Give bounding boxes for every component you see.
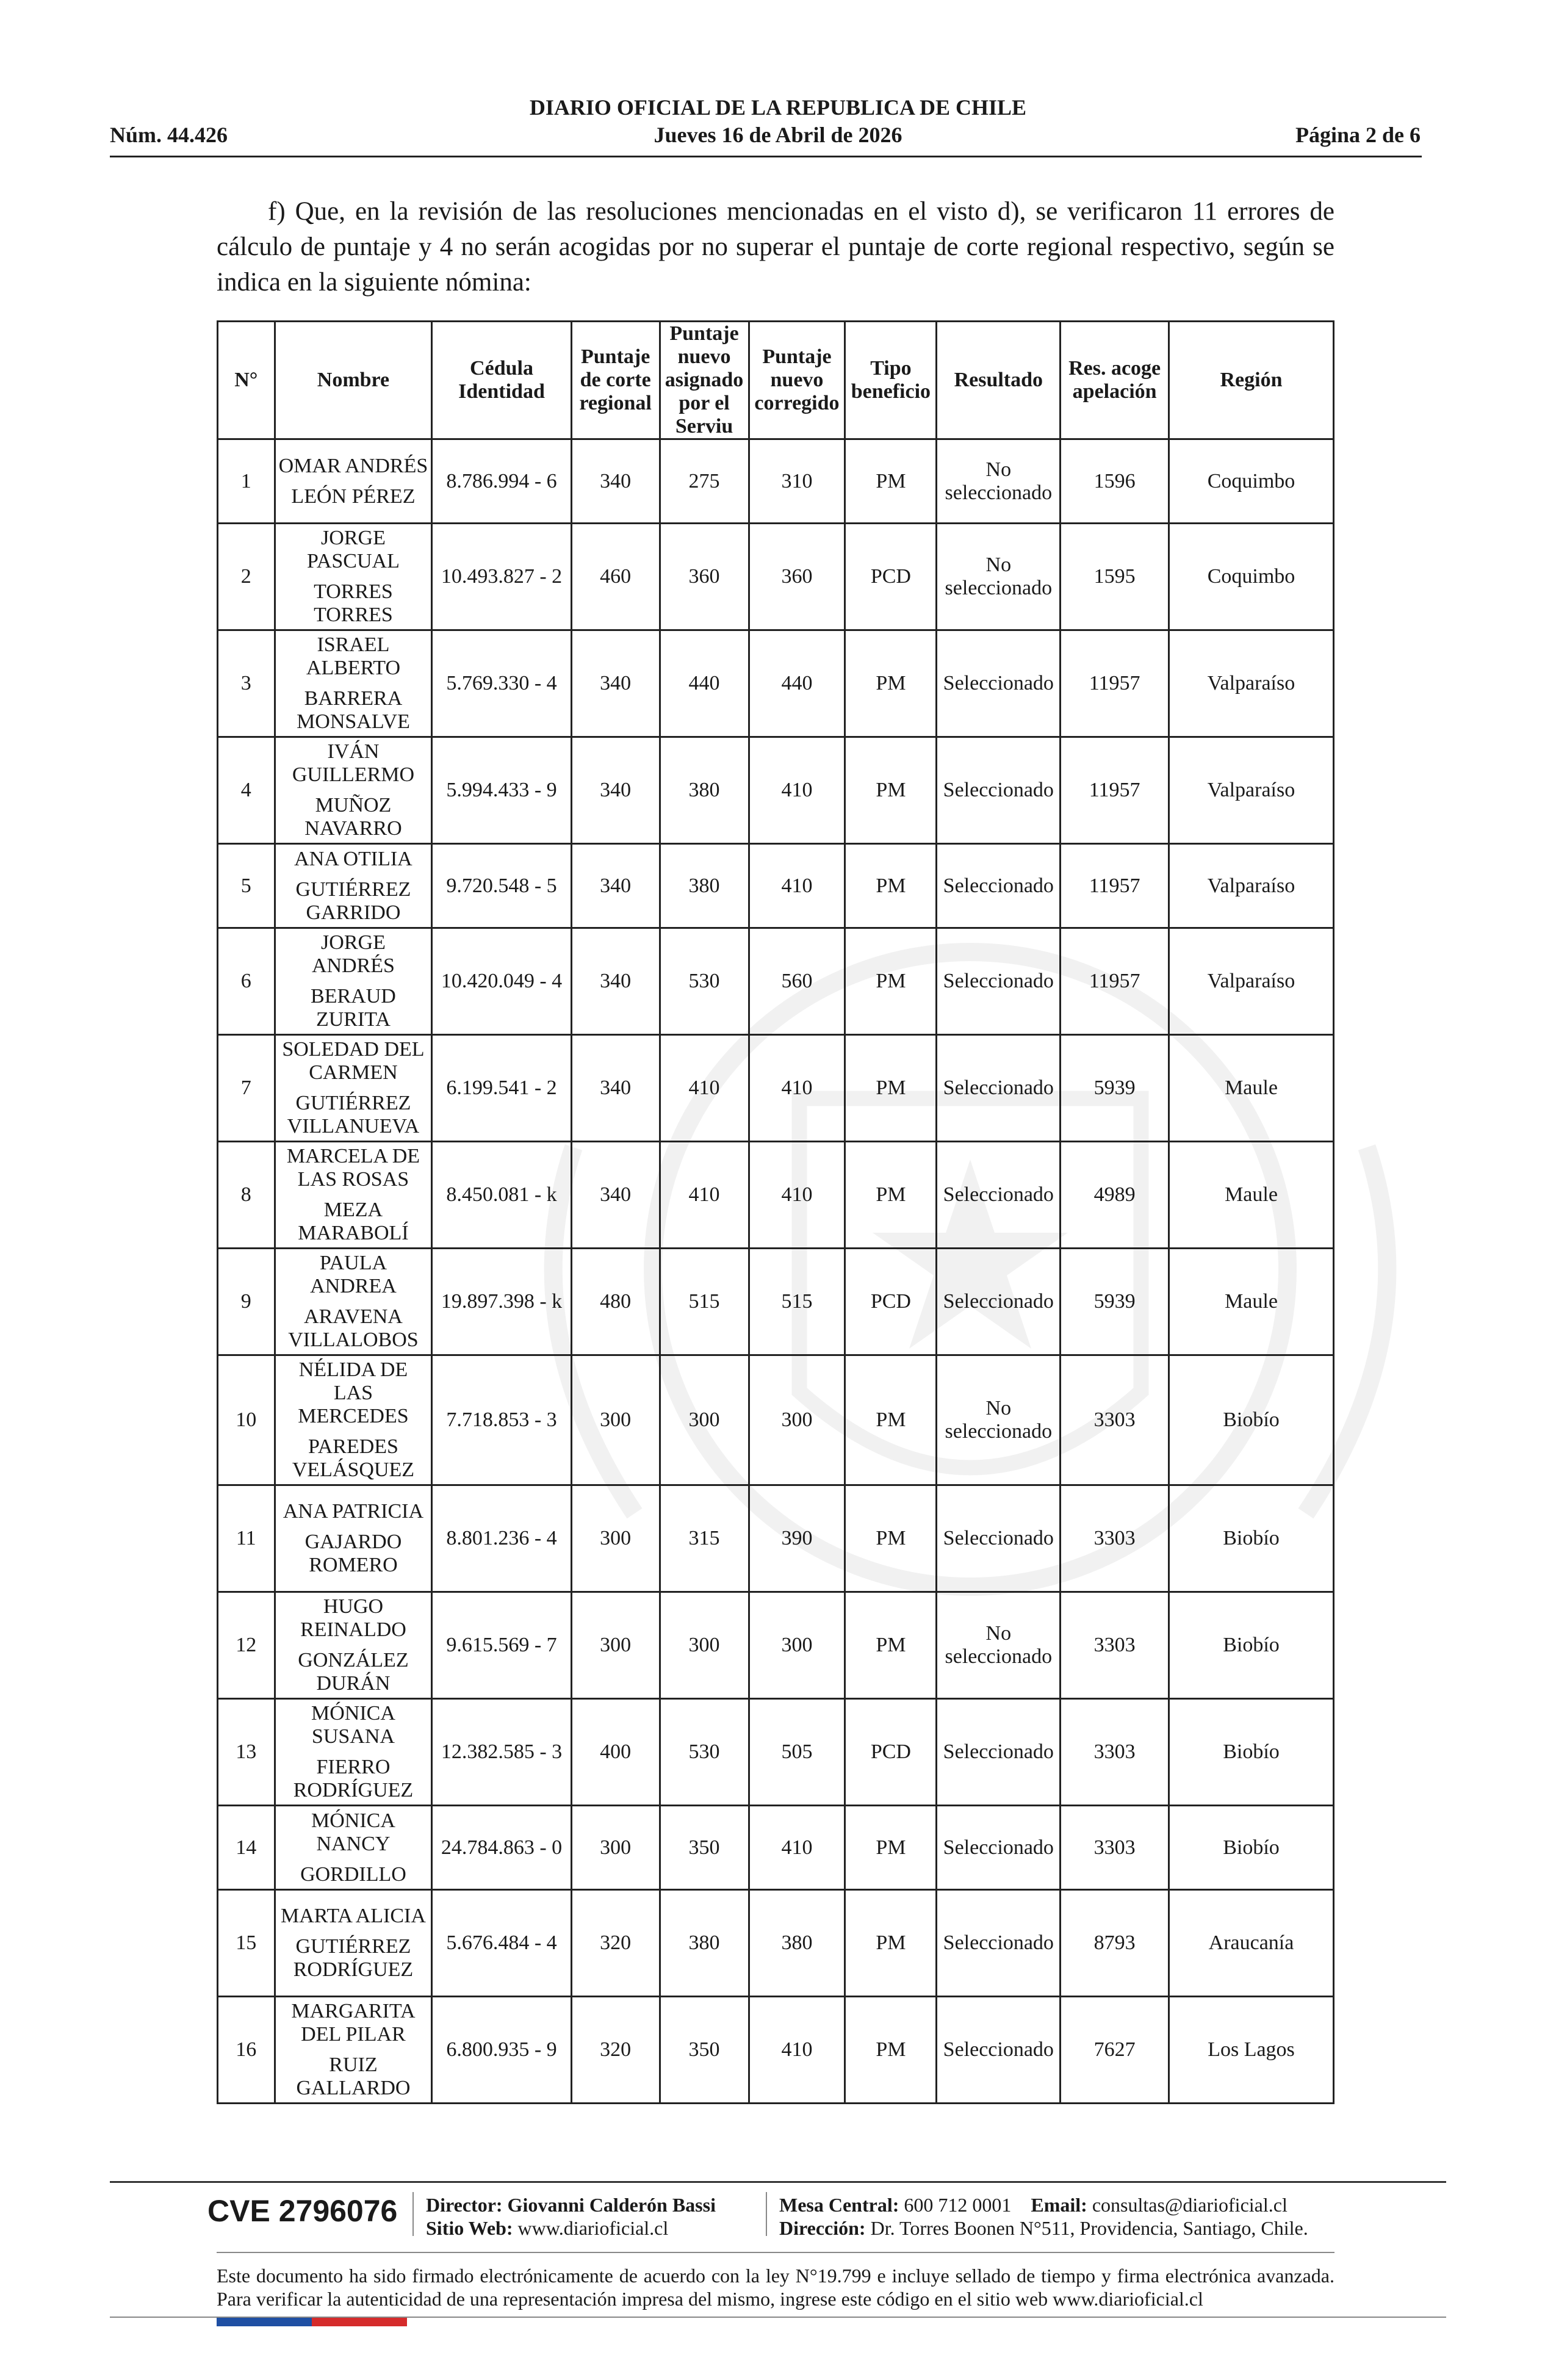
header-n: N° [218,322,275,439]
cell-nombre-given: IVÁN GUILLERMO [292,740,415,786]
cell-cedula: 8.801.236 - 4 [432,1485,571,1592]
legal-notice: Este documento ha sido firmado electrónicamente de acuerdo con la ley N°19.799 e incluye sellado de tiempo y firma electrónica avanzada. Para verificar la autenticidad de una representación impresa del mismo, ingrese este código en el sitio web www.diarioficial.cl [217,2265,1334,2310]
footer-divider-mid [217,2252,1334,2253]
cell-tipo: PM [845,1997,937,2104]
cell-asignado: 530 [660,928,749,1035]
cell-cedula: 8.786.994 - 6 [432,439,571,524]
cell-nombre-surname: FIERRO RODRÍGUEZ [293,1756,414,1801]
cell-corte: 400 [571,1699,660,1806]
cell-region: Araucanía [1169,1890,1333,1997]
cell-corregido: 410 [749,844,845,928]
cell-cedula: 7.718.853 - 3 [432,1355,571,1485]
cell-n: 14 [218,1806,275,1890]
cell-res: 3303 [1061,1699,1169,1806]
cell-corte: 340 [571,1142,660,1249]
cell-cedula: 6.199.541 - 2 [432,1035,571,1142]
cell-nombre-given: SOLEDAD DEL CARMEN [282,1038,425,1084]
cell-asignado: 315 [660,1485,749,1592]
cell-n: 16 [218,1997,275,2104]
table-row [218,439,1334,524]
mesa-phone: 600 712 0001 [904,2194,1012,2216]
cell-corregido: 300 [749,1355,845,1485]
cell-asignado: 350 [660,1806,749,1890]
cell-corregido: 310 [749,439,845,524]
table-body [218,439,1334,2104]
cell-n: 4 [218,737,275,844]
cell-cedula: 6.800.935 - 9 [432,1997,571,2104]
cell-region: Biobío [1169,1806,1333,1890]
cell-nombre-given: MARCELA DE LAS ROSAS [286,1145,420,1191]
cell-res: 11957 [1061,737,1169,844]
cell-asignado: 515 [660,1249,749,1355]
table-row [218,1592,1334,1699]
cell-corte: 340 [571,737,660,844]
newspaper-title: DIARIO OFICIAL DE LA REPUBLICA DE CHILE [529,95,1027,120]
cell-corregido: 390 [749,1485,845,1592]
cell-res: 11957 [1061,630,1169,737]
table-row [218,737,1334,844]
web-label: Sitio Web: [426,2217,513,2239]
cell-nombre-surname: BARRERA MONSALVE [297,687,410,733]
cell-region: Valparaíso [1169,928,1333,1035]
cell-n: 10 [218,1355,275,1485]
cell-tipo: PM [845,1035,937,1142]
cell-nombre-surname: TORRES TORRES [314,580,393,626]
email-link[interactable]: consultas@diarioficial.cl [1092,2194,1288,2216]
cell-region: Maule [1169,1249,1333,1355]
cell-asignado: 380 [660,1890,749,1997]
cell-n: 8 [218,1142,275,1249]
cell-corte: 340 [571,928,660,1035]
cell-n: 1 [218,439,275,524]
flag-blue-segment [217,2318,312,2326]
cell-corregido: 410 [749,1997,845,2104]
cell-resultado: Seleccionado [937,1699,1061,1806]
nomina-table [217,320,1334,2104]
cell-res: 3303 [1061,1806,1169,1890]
cell-region: Los Lagos [1169,1997,1333,2104]
cell-corte: 340 [571,844,660,928]
cell-nombre-surname: GONZÁLEZ DURÁN [298,1649,409,1695]
cell-n: 15 [218,1890,275,1997]
cell-resultado: Seleccionado [937,1890,1061,1997]
web-link[interactable]: www.diarioficial.cl [517,2217,669,2239]
cell-resultado: Seleccionado [937,1035,1061,1142]
cell-cedula: 8.450.081 - k [432,1142,571,1249]
table-row [218,1035,1334,1142]
cell-cedula: 9.615.569 - 7 [432,1592,571,1699]
cell-res: 7627 [1061,1997,1169,2104]
header-cedula: Cédula Identidad [432,322,571,439]
cell-asignado: 300 [660,1355,749,1485]
cell-corregido: 300 [749,1592,845,1699]
cell-region: Maule [1169,1142,1333,1249]
cell-region: Biobío [1169,1592,1333,1699]
cell-nombre-given: MÓNICA SUSANA [311,1702,395,1748]
header-res: Res. acoge apelación [1061,322,1169,439]
cell-asignado: 300 [660,1592,749,1699]
cell-nombre-given: ISRAEL ALBERTO [306,633,401,679]
flag-stripe [217,2318,407,2326]
mesa-label: Mesa Central: [779,2194,899,2216]
cell-asignado: 380 [660,844,749,928]
cell-tipo: PM [845,928,937,1035]
cell-resultado: Seleccionado [937,844,1061,928]
table-row [218,630,1334,737]
cell-asignado: 410 [660,1035,749,1142]
cell-nombre [275,1592,432,1699]
table-row [218,928,1334,1035]
cell-resultado: Seleccionado [937,1806,1061,1890]
cve-code: CVE 2796076 [207,2194,398,2228]
header-nombre: Nombre [275,322,432,439]
cell-n: 13 [218,1699,275,1806]
cell-nombre [275,1035,432,1142]
cell-nombre-given: JORGE ANDRÉS [311,931,395,977]
cell-corte: 320 [571,1997,660,2104]
cell-res: 3303 [1061,1355,1169,1485]
cell-nombre [275,630,432,737]
cell-nombre [275,1997,432,2104]
cell-tipo: PM [845,737,937,844]
cell-nombre [275,737,432,844]
cell-cedula: 5.769.330 - 4 [432,630,571,737]
cell-tipo: PM [845,439,937,524]
cell-n: 12 [218,1592,275,1699]
cell-cedula: 19.897.398 - k [432,1249,571,1355]
cell-resultado: Seleccionado [937,737,1061,844]
cell-n: 3 [218,630,275,737]
cell-nombre [275,1806,432,1890]
cell-cedula: 10.493.827 - 2 [432,524,571,630]
cell-asignado: 360 [660,524,749,630]
header-region: Región [1169,322,1333,439]
cell-asignado: 530 [660,1699,749,1806]
table-row [218,524,1334,630]
intro-text: f) Que, en la revisión de las resoluciones mencionadas en el visto d), se verificaron 11 errores de cálculo de puntaje y 4 no serán acogidas por no superar el puntaje de corte regional respectivo, según se indica en la siguiente nómina: [217,197,1334,297]
cell-nombre-surname: PAREDES VELÁSQUEZ [292,1435,415,1481]
cell-nombre [275,1890,432,1997]
table-header-row [218,322,1334,439]
cell-nombre-surname: MEZA MARABOLÍ [298,1199,409,1244]
cell-region: Valparaíso [1169,737,1333,844]
cell-corte: 340 [571,439,660,524]
director-label: Director: [426,2194,503,2216]
cell-nombre-surname: GUTIÉRREZ VILLANUEVA [287,1092,420,1138]
cell-n: 7 [218,1035,275,1142]
cell-asignado: 440 [660,630,749,737]
cell-cedula: 9.720.548 - 5 [432,844,571,928]
cell-corregido: 410 [749,1035,845,1142]
table-row [218,1890,1334,1997]
cell-resultado: Seleccionado [937,1142,1061,1249]
header-corregido: Puntaje nuevo corregido [749,322,845,439]
cell-nombre-given: JORGE PASCUAL [307,527,400,572]
cell-nombre [275,928,432,1035]
cell-nombre-surname: RUIZ GALLARDO [296,2054,411,2099]
cell-nombre [275,1249,432,1355]
direccion-text: Dr. Torres Boonen N°511, Providencia, Santiago, Chile. [870,2217,1308,2239]
table-row [218,1806,1334,1890]
cell-region: Coquimbo [1169,439,1333,524]
cell-nombre-given: HUGO REINALDO [300,1595,406,1641]
cell-resultado: No seleccionado [937,524,1061,630]
table-row [218,1485,1334,1592]
cell-res: 8793 [1061,1890,1169,1997]
footer-director-block [426,2193,716,2240]
cell-tipo: PM [845,1142,937,1249]
intro-paragraph [217,194,1334,300]
cell-tipo: PM [845,1890,937,1997]
cell-region: Coquimbo [1169,524,1333,630]
cell-res: 3303 [1061,1485,1169,1592]
cell-corregido: 410 [749,737,845,844]
cell-res: 4989 [1061,1142,1169,1249]
footer-separator [412,2192,414,2236]
page-indicator: Página 2 de 6 [1295,123,1421,147]
cell-nombre-surname: BERAUD ZURITA [311,985,396,1031]
cell-nombre-given: MÓNICA NANCY [311,1809,395,1855]
cell-res: 5939 [1061,1249,1169,1355]
cell-tipo: PCD [845,524,937,630]
footer-divider-top [110,2181,1446,2183]
cell-resultado: No seleccionado [937,1592,1061,1699]
cell-asignado: 380 [660,737,749,844]
direccion-label: Dirección: [779,2217,866,2239]
cell-corregido: 360 [749,524,845,630]
header-corte: Puntaje de corte regional [571,322,660,439]
cell-corregido: 410 [749,1142,845,1249]
cell-res: 1595 [1061,524,1169,630]
cell-nombre-surname: GORDILLO [300,1863,406,1886]
cell-corregido: 560 [749,928,845,1035]
director-name: Giovanni Calderón Bassi [507,2194,716,2216]
cell-corte: 300 [571,1485,660,1592]
cell-corte: 300 [571,1592,660,1699]
cell-corregido: 410 [749,1806,845,1890]
cell-res: 3303 [1061,1592,1169,1699]
cell-resultado: No seleccionado [937,439,1061,524]
cell-resultado: Seleccionado [937,630,1061,737]
cell-corte: 320 [571,1890,660,1997]
cell-tipo: PM [845,630,937,737]
table-row [218,1997,1334,2104]
table-row [218,1142,1334,1249]
cell-nombre-given: OMAR ANDRÉS [278,454,428,477]
header-asignado: Puntaje nuevo asignado por el Serviu [660,322,749,439]
cell-nombre-given: MARTA ALICIA [280,1905,426,1927]
cell-region: Biobío [1169,1699,1333,1806]
cell-nombre-surname: MUÑOZ NAVARRO [304,794,402,840]
cell-nombre-surname: ARAVENA VILLALOBOS [288,1305,419,1351]
cell-corregido: 440 [749,630,845,737]
flag-red-segment [312,2318,407,2326]
cell-resultado: Seleccionado [937,1997,1061,2104]
cell-tipo: PM [845,1485,937,1592]
table-row [218,1249,1334,1355]
cell-corregido: 380 [749,1890,845,1997]
issue-date: Jueves 16 de Abril de 2026 [654,123,902,147]
cell-asignado: 275 [660,439,749,524]
email-label: Email: [1031,2194,1087,2216]
cell-corte: 480 [571,1249,660,1355]
cell-n: 9 [218,1249,275,1355]
cell-region: Biobío [1169,1355,1333,1485]
table-row [218,1699,1334,1806]
cell-resultado: Seleccionado [937,1485,1061,1592]
cell-cedula: 24.784.863 - 0 [432,1806,571,1890]
cell-corte: 460 [571,524,660,630]
header-divider [110,156,1422,157]
cell-nombre [275,524,432,630]
cell-cedula: 10.420.049 - 4 [432,928,571,1035]
cell-nombre-given: NÉLIDA DE LAS MERCEDES [298,1358,409,1427]
cell-tipo: PM [845,1806,937,1890]
issue-number: Núm. 44.426 [110,123,228,147]
cell-nombre [275,844,432,928]
cell-nombre [275,439,432,524]
cell-nombre-given: PAULA ANDREA [310,1252,397,1297]
cell-nombre [275,1485,432,1592]
cell-corte: 340 [571,1035,660,1142]
cell-tipo: PCD [845,1249,937,1355]
cell-tipo: PM [845,1355,937,1485]
cell-corregido: 505 [749,1699,845,1806]
cell-n: 2 [218,524,275,630]
cell-res: 5939 [1061,1035,1169,1142]
cell-nombre [275,1355,432,1485]
cell-resultado: No seleccionado [937,1355,1061,1485]
cell-corte: 340 [571,630,660,737]
cell-cedula: 5.994.433 - 9 [432,737,571,844]
cell-region: Valparaíso [1169,844,1333,928]
cell-asignado: 350 [660,1997,749,2104]
cell-nombre [275,1142,432,1249]
cell-resultado: Seleccionado [937,1249,1061,1355]
cell-cedula: 12.382.585 - 3 [432,1699,571,1806]
cell-region: Maule [1169,1035,1333,1142]
cell-corte: 300 [571,1806,660,1890]
header-resultado: Resultado [937,322,1061,439]
cell-nombre-surname: LEÓN PÉREZ [291,485,416,508]
cell-tipo: PM [845,1592,937,1699]
cell-corregido: 515 [749,1249,845,1355]
cell-resultado: Seleccionado [937,928,1061,1035]
cell-res: 11957 [1061,844,1169,928]
cell-tipo: PM [845,844,937,928]
cell-tipo: PCD [845,1699,937,1806]
cell-corte: 300 [571,1355,660,1485]
cell-region: Biobío [1169,1485,1333,1592]
cell-nombre [275,1699,432,1806]
cell-n: 5 [218,844,275,928]
cell-n: 11 [218,1485,275,1592]
cell-nombre-given: ANA OTILIA [294,847,412,870]
table-row [218,1355,1334,1485]
cell-res: 1596 [1061,439,1169,524]
cell-nombre-given: ANA PATRICIA [283,1500,424,1523]
cell-res: 11957 [1061,928,1169,1035]
cell-cedula: 5.676.484 - 4 [432,1890,571,1997]
cell-nombre-given: MARGARITA DEL PILAR [291,2000,416,2046]
cell-asignado: 410 [660,1142,749,1249]
cell-nombre-surname: GAJARDO ROMERO [304,1531,402,1576]
cell-nombre-surname: GUTIÉRREZ RODRÍGUEZ [293,1935,414,1981]
footer-contact-block [779,2193,1308,2240]
table-row [218,844,1334,928]
cell-region: Valparaíso [1169,630,1333,737]
cell-nombre-surname: GUTIÉRREZ GARRIDO [295,878,411,924]
cell-n: 6 [218,928,275,1035]
header-tipo: Tipo beneficio [845,322,937,439]
footer-separator [766,2192,767,2236]
